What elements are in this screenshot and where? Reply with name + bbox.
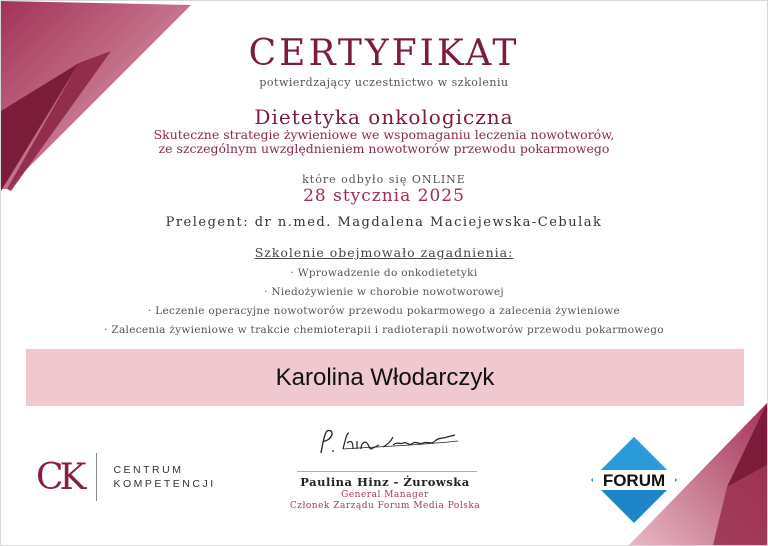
handwritten-signature — [313, 423, 463, 463]
signer-name: Paulina Hinz - Żurowska — [300, 475, 470, 489]
topic-item: · Leczenie operacyjne nowotworów przewodu pokarmowego a zalecenia żywieniowe — [147, 305, 621, 317]
speaker-line: Prelegent: dr n.med. Magdalena Maciejewska-Cebulak — [165, 215, 603, 230]
participant-name: Karolina Włodarczyk — [275, 363, 495, 391]
signer-role: General Manager — [341, 490, 429, 500]
course-description-line-2: ze szczególnym uwzględnieniem nowotworów przewodu pokarmowego — [158, 141, 610, 156]
centrum-kompetencji-logo — [36, 453, 216, 501]
training-date: 28 stycznia 2025 — [303, 186, 465, 206]
course-description-line-1: Skuteczne strategie żywieniowe we wspomaganiu leczenia nowotworów, — [153, 127, 615, 142]
topic-item: · Zalecenia żywieniowe w trakcie chemioterapii i radioterapii nowotworów przewodu pokarmowego — [104, 324, 664, 336]
signature-line — [297, 471, 477, 472]
course-description — [1, 128, 767, 156]
certificate-subtitle: potwierdzający uczestnictwo w szkoleniu — [259, 76, 509, 89]
topic-item: · Wprowadzenie do onkodietetyki — [290, 267, 478, 279]
certificate-title: CERTYFIKAT — [248, 33, 520, 74]
topics-heading: Szkolenie obejmowało zagadnienia: — [254, 245, 514, 260]
ck-logo-mark: CK — [36, 456, 83, 498]
forum-logo-text: FORUM — [602, 471, 666, 490]
signer-organization: Członek Zarządu Forum Media Polska — [289, 501, 481, 511]
held-online-text: które odbyło się ONLINE — [302, 173, 466, 186]
ck-logo-line-1: CENTRUM — [113, 464, 184, 476]
logo-divider — [96, 453, 97, 501]
participant-name-band — [26, 349, 744, 406]
forum-logo — [589, 435, 679, 525]
ck-logo-text — [113, 463, 215, 491]
top-left-corner-decoration — [1, 1, 201, 201]
ck-logo-line-2: KOMPETENCJI — [113, 478, 216, 490]
course-title: Dietetyka onkologiczna — [254, 105, 514, 129]
topics-list — [1, 264, 767, 340]
topic-item: · Niedożywienie w chorobie nowotworowej — [264, 286, 504, 298]
